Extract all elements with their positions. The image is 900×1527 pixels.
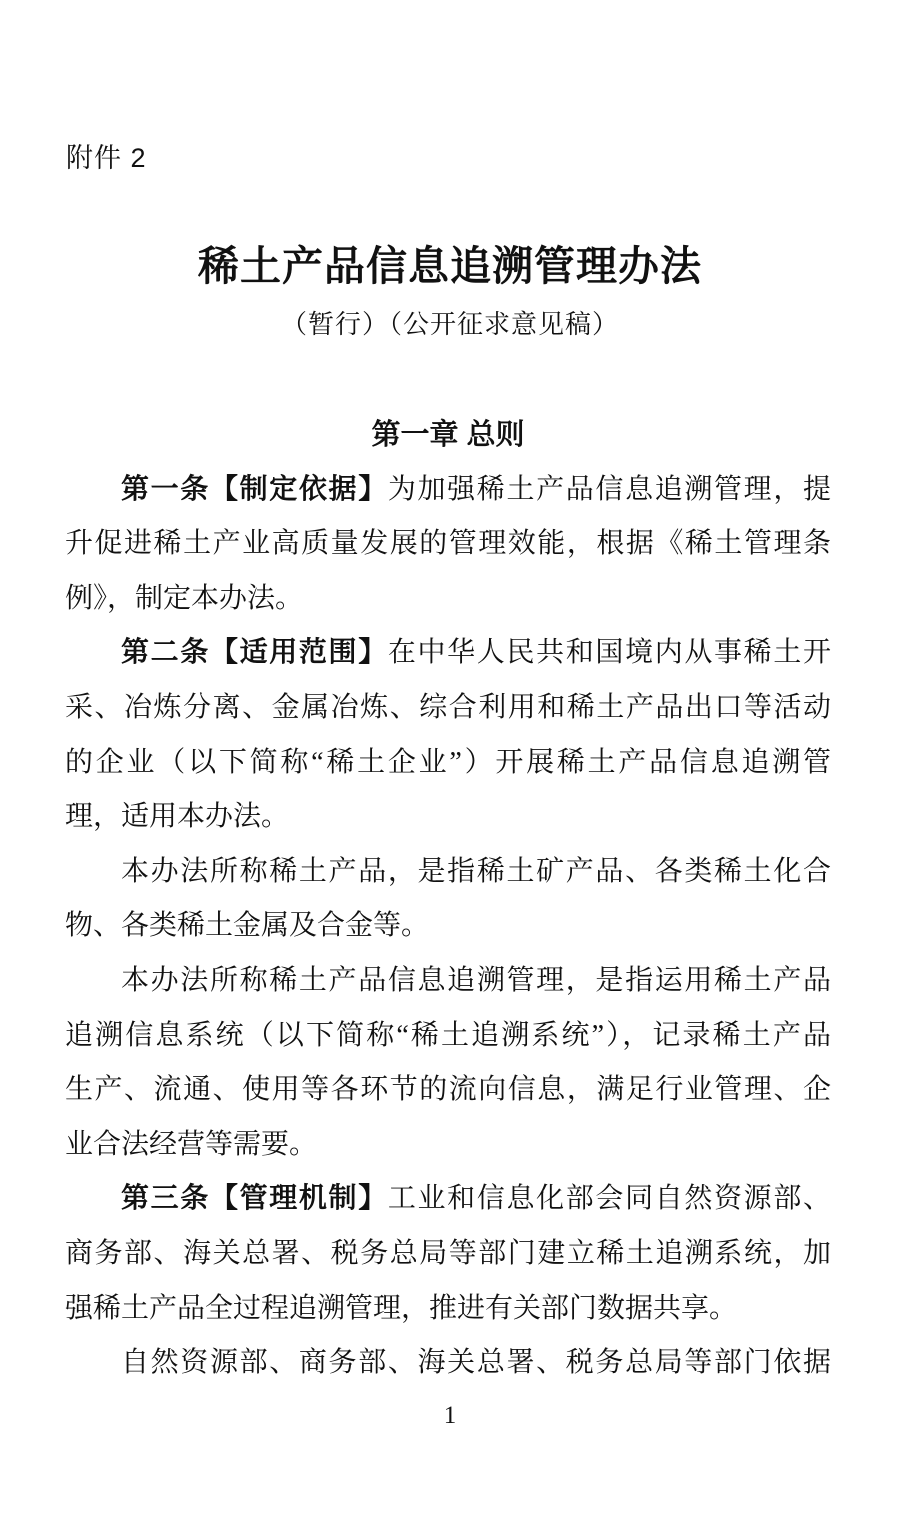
line-text: 物、各类稀土金属及合金等。	[65, 910, 430, 942]
body-line	[65, 736, 831, 791]
body-line	[65, 681, 831, 736]
body-line	[65, 845, 831, 900]
body-line	[65, 790, 831, 845]
document-subtitle: （暂行）（公开征求意见稿）	[280, 310, 619, 339]
body-line	[65, 1009, 831, 1064]
article-label: 第二条【适用范围】	[121, 637, 388, 669]
body-line	[65, 1227, 831, 1282]
chapter-heading: 第一章 总则	[371, 419, 525, 451]
body-line	[65, 572, 831, 627]
line-text: 生产、流通、使用等各环节的流向信息，满足行业管理、企	[65, 1074, 831, 1106]
body-line	[65, 463, 831, 518]
body-line	[65, 899, 831, 954]
attachment-label: 附件 2	[66, 143, 147, 173]
page-number: 1	[443, 1402, 457, 1429]
body-line	[65, 1336, 831, 1391]
article-label: 第一条【制定依据】	[121, 473, 388, 505]
line-text: 为加强稀土产品信息追溯管理，提	[387, 473, 831, 505]
line-text: 例》，制定本办法。	[65, 582, 304, 614]
body-line	[65, 626, 831, 681]
line-text: 本办法所称稀土产品，是指稀土矿产品、各类稀土化合	[121, 855, 831, 887]
line-text: 理，适用本办法。	[65, 801, 290, 833]
document-body	[65, 408, 831, 1391]
line-text: 升促进稀土产业高质量发展的管理效能，根据《稀土管理条	[65, 528, 831, 560]
line-text: 在中华人民共和国境内从事稀土开	[387, 637, 831, 669]
line-text: 本办法所称稀土产品信息追溯管理，是指运用稀土产品	[121, 964, 831, 996]
line-text: 商务部、海关总署、税务总局等部门建立稀土追溯系统，加	[65, 1237, 831, 1269]
body-line	[65, 1118, 831, 1173]
document-title: 稀土产品信息追溯管理办法	[198, 243, 702, 289]
body-line	[65, 954, 831, 1009]
line-text: 业合法经营等需要。	[65, 1128, 318, 1160]
line-text: 工业和信息化部会同自然资源部、	[387, 1183, 831, 1215]
body-line	[65, 517, 831, 572]
body-line	[65, 1172, 831, 1227]
article-label: 第三条【管理机制】	[121, 1183, 388, 1215]
line-text: 的企业（以下简称“稀土企业”）开展稀土产品信息追溯管	[65, 746, 831, 778]
line-text: 强稀土产品全过程追溯管理，推进有关部门数据共享。	[65, 1292, 738, 1324]
line-text: 追溯信息系统（以下简称“稀土追溯系统”），记录稀土产品	[65, 1019, 831, 1051]
body-line	[65, 1282, 831, 1337]
body-line	[65, 1063, 831, 1118]
line-text: 采、冶炼分离、金属冶炼、综合利用和稀土产品出口等活动	[65, 691, 831, 723]
line-text: 自然资源部、商务部、海关总署、税务总局等部门依据	[121, 1347, 831, 1379]
